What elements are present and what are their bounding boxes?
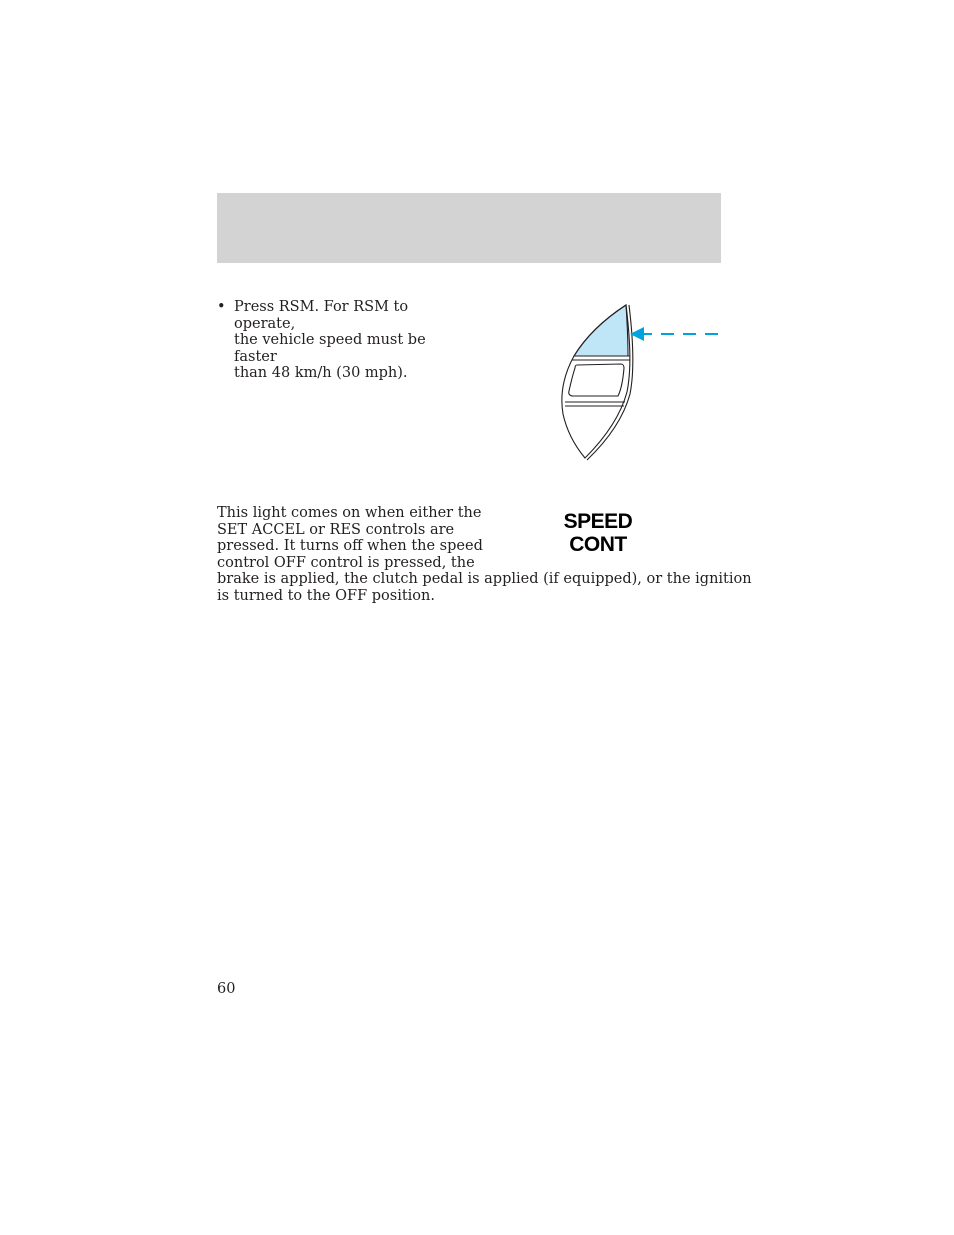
bullet-item: [217, 299, 467, 382]
bullet-text: [234, 299, 467, 382]
rsm-button-highlight: [574, 305, 628, 356]
paragraph-line: This light comes on when either the: [217, 505, 482, 521]
speed-control-switch-illustration: [555, 296, 725, 466]
header-band: [217, 193, 721, 263]
paragraph-line: control OFF control is pressed, the: [217, 554, 475, 571]
bullet-line: than 48 km/h (30 mph).: [234, 365, 408, 382]
paragraph-line: pressed. It turns off when the speed: [217, 538, 483, 554]
paragraph-line: is turned to the OFF position.: [217, 587, 435, 604]
inner-button-outline: [569, 364, 624, 396]
indicator-line-1: SPEED: [563, 510, 633, 533]
bullet-line: the vehicle speed must be faster: [234, 332, 426, 365]
bullet-symbol: •: [217, 299, 226, 315]
paragraph-line: brake is applied, the clutch pedal is applied (if equipped), or the ignition: [217, 571, 752, 587]
paragraph-line: SET ACCEL or RES controls are: [217, 521, 455, 538]
speed-control-indicator-light: [548, 510, 648, 556]
bullet-line: Press RSM. For RSM to operate,: [234, 299, 409, 332]
page-number: 60: [217, 981, 236, 997]
arrow-icon: [630, 327, 718, 341]
indicator-line-2: CONT: [569, 533, 627, 556]
